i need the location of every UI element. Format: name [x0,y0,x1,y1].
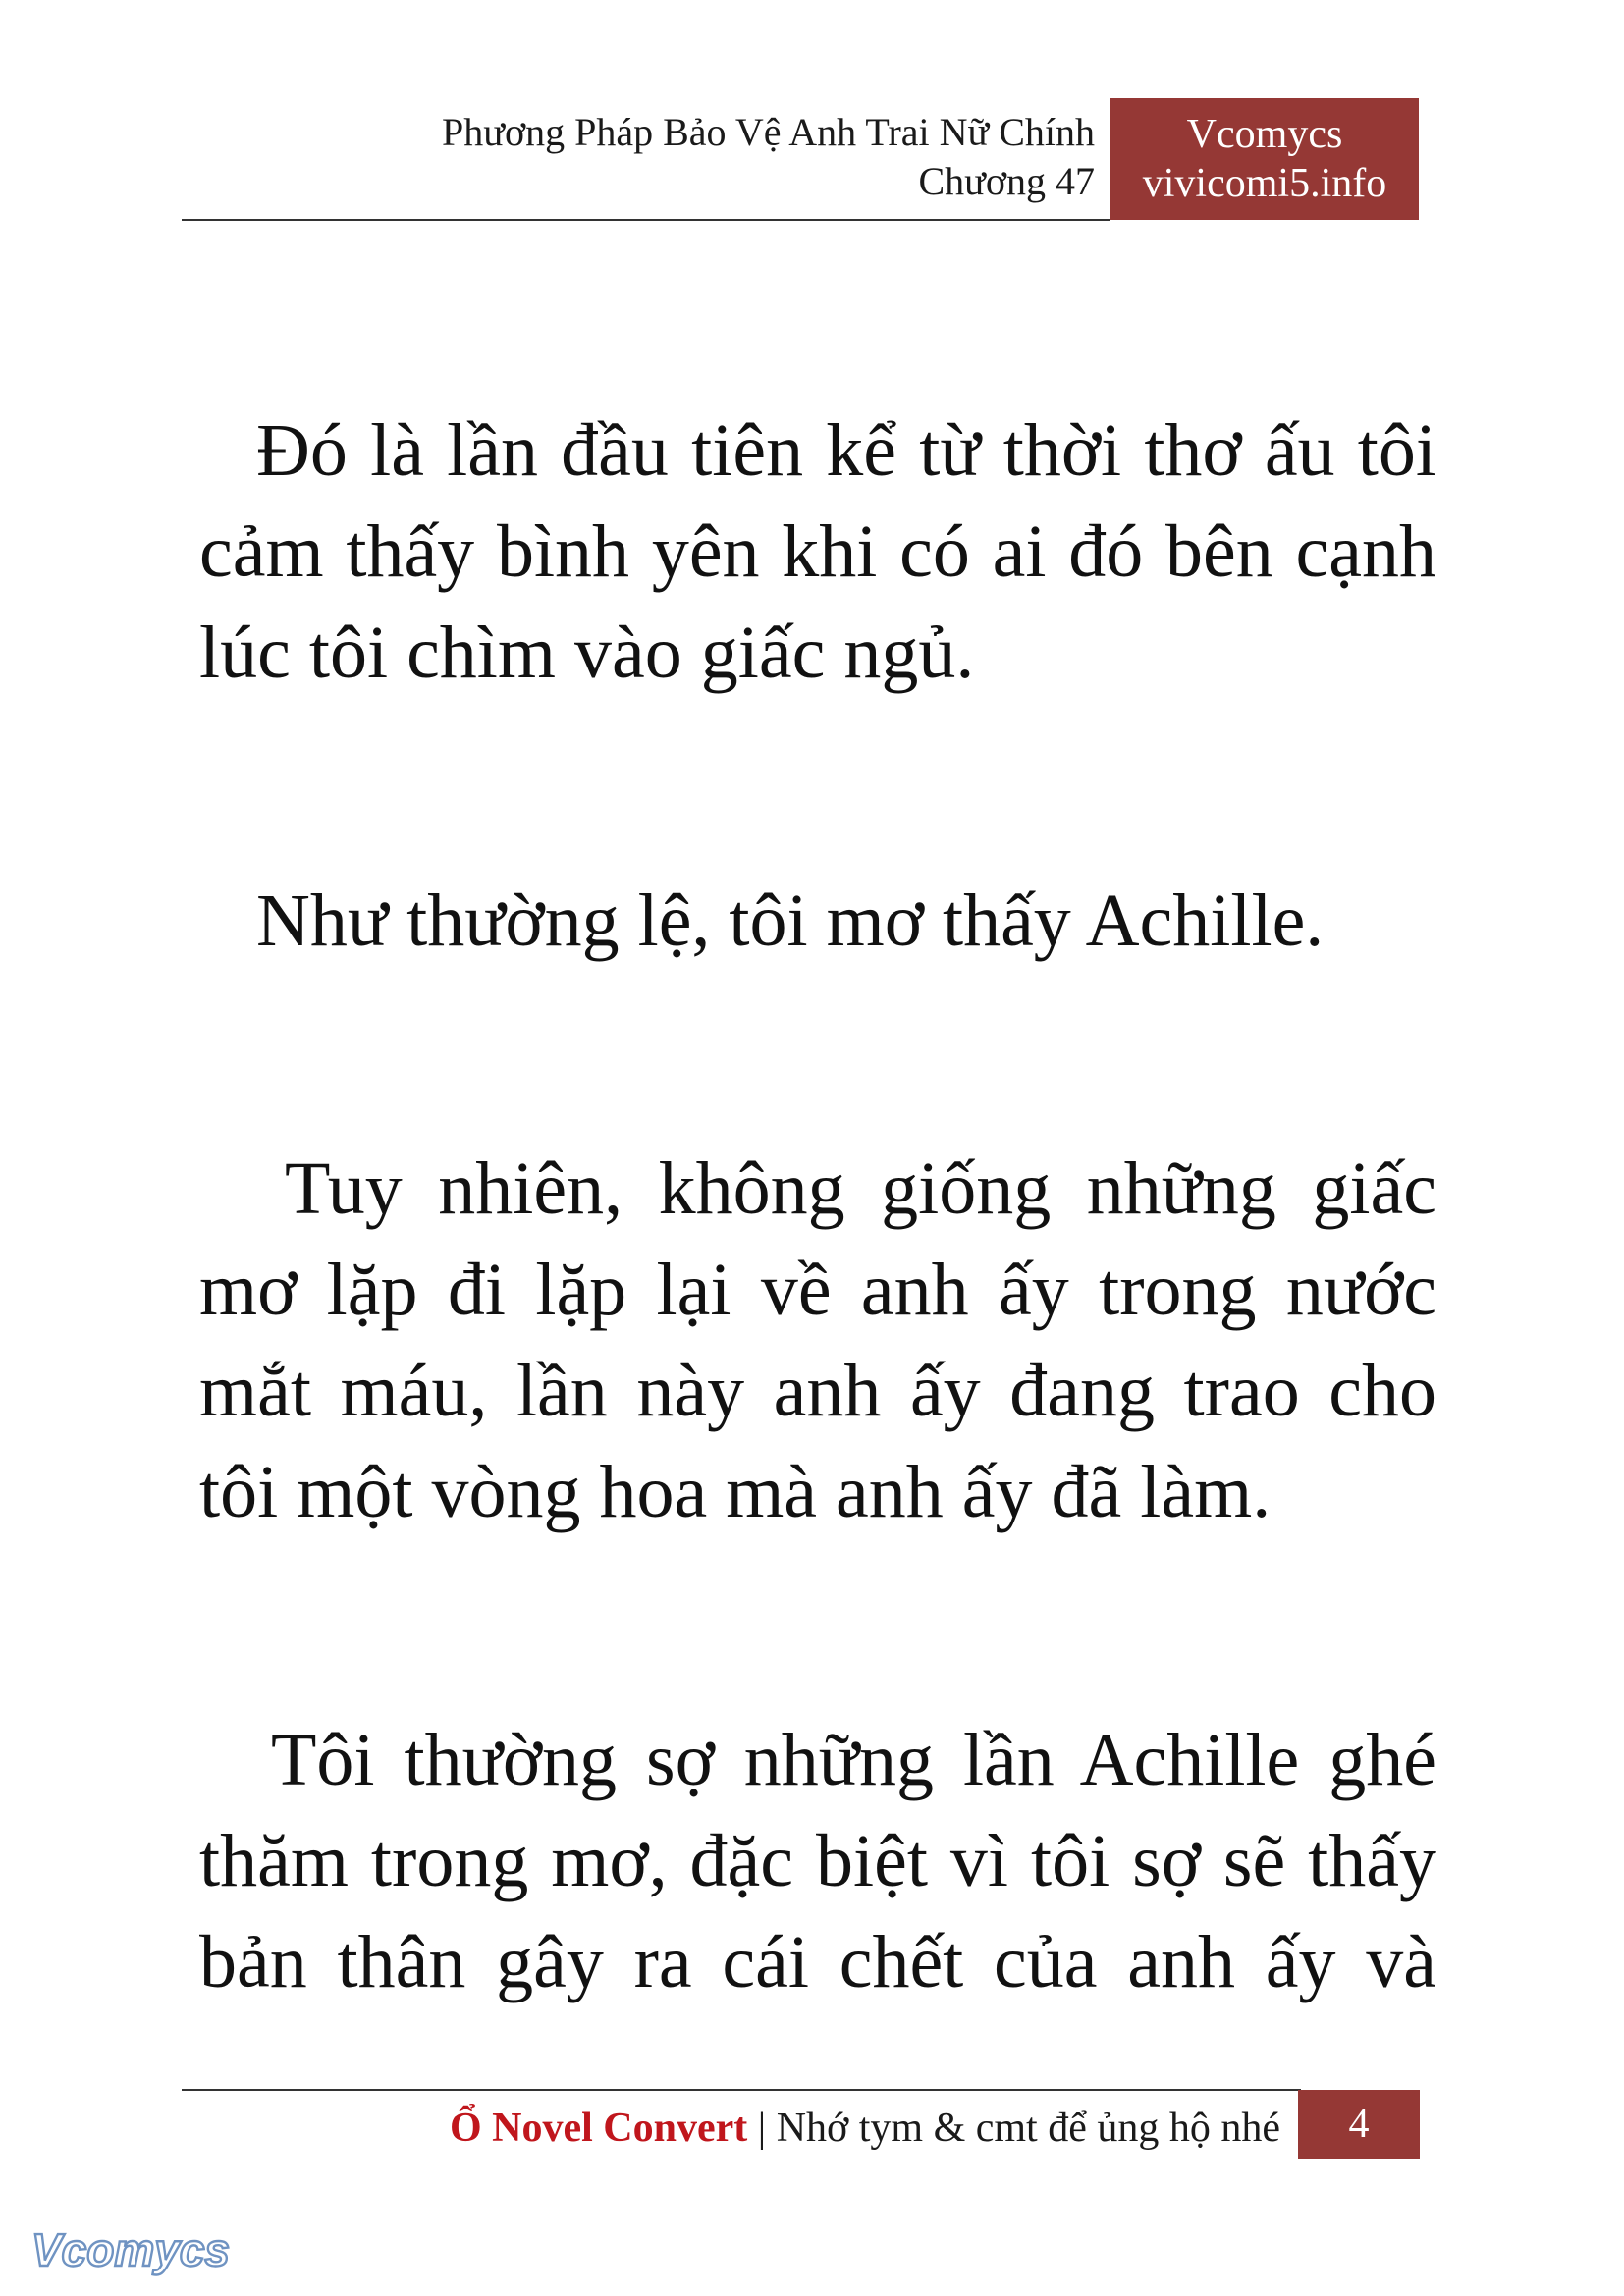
footer-credit [450,2099,1280,2158]
book-title: Phương Pháp Bảo Vệ Anh Trai Nữ Chính [442,110,1095,154]
chapter-label: Chương 47 [918,159,1095,203]
footer-message: Nhớ tym & cmt để ủng hộ nhé [776,2106,1280,2151]
badge-site-url: vivicomi5.info [1142,161,1387,206]
page-header [182,98,1419,220]
paragraph: Tôi thường sợ những lần Achille ghé thăm trong mơ, đặc biệt vì tôi sợ sẽ thấy bản thân gây ra cái chết của anh ấy và [199,1719,1436,2003]
watermark-text: Vcomycs [31,2224,231,2275]
footer-separator: | [747,2106,777,2151]
header-divider [182,219,1110,221]
header-title-block [442,108,1095,206]
page-number: 4 [1298,2090,1420,2159]
paragraph: Như thường lệ, tôi mơ thấy Achille. [256,880,1325,962]
badge-site-name: Vcomycs [1186,112,1343,157]
footer-divider [182,2089,1301,2091]
paragraph: Tuy nhiên, không giống những giấc mơ lặp đi lặp lại về anh ấy trong nước mắt máu, lần này anh ấy đang trao cho tôi một vòng hoa mà anh ấy đã làm. [199,1148,1436,1533]
source-badge [1110,98,1419,220]
paragraph: Đó là lần đầu tiên kể từ thời thơ ấu tôi cảm thấy bình yên khi có ai đó bên cạnh lúc tôi chìm vào giấc ngủ. [199,409,1436,694]
vcomycs-logo-watermark [27,2220,253,2285]
footer-brand: Ổ Novel Convert [449,2106,748,2151]
chapter-content [199,400,1436,2013]
